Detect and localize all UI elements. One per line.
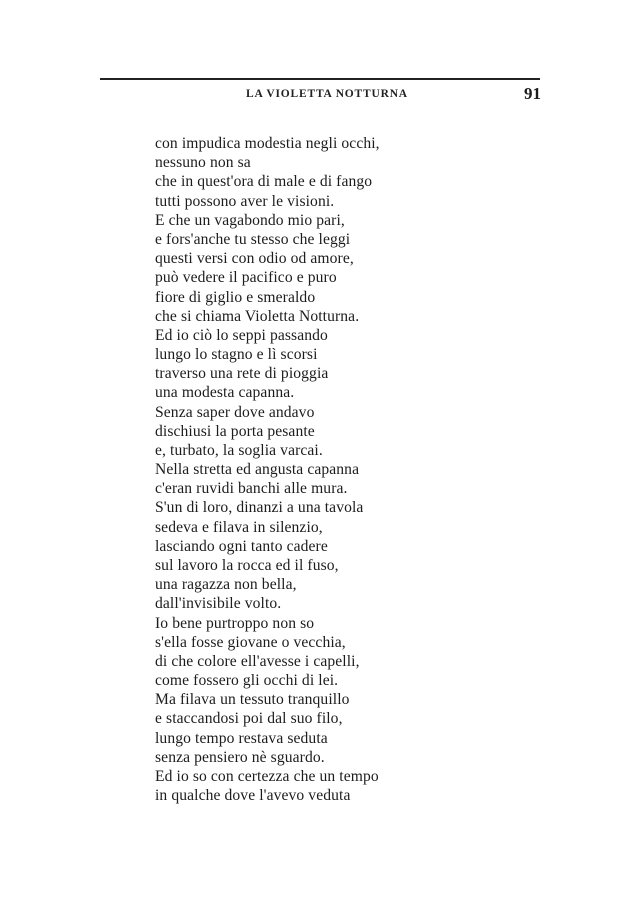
verse-line: fiore di giglio e smeraldo: [155, 288, 316, 306]
verse-line: questi versi con odio od amore,: [155, 250, 354, 268]
verse-line: e, turbato, la soglia varcai.: [155, 442, 323, 459]
verse-line: una ragazza non bella,: [155, 576, 297, 594]
verse-line: come fossero gli occhi di lei.: [155, 672, 339, 690]
verse-line: dischiusi la porta pesante: [155, 422, 315, 440]
verse-line: lungo lo stagno e lì scorsi: [155, 346, 318, 364]
verse-line: Io bene purtroppo non so: [155, 614, 315, 632]
verse-line: che si chiama Violetta Notturna.: [155, 307, 360, 325]
verse-line: può vedere il pacifico e puro: [155, 269, 337, 287]
verse-line: una modesta capanna.: [155, 384, 295, 402]
verse-line: s'ella fosse giovane o vecchia,: [155, 633, 346, 651]
page-number: 91: [524, 84, 541, 103]
verse-line: sul lavoro la rocca ed il fuso,: [155, 556, 339, 574]
verse-line: c'eran ruvidi banchi alle mura.: [155, 480, 348, 498]
verse-line: in qualche dove l'avevo veduta: [155, 787, 351, 805]
running-title: LA VIOLETTA NOTTURNA: [246, 88, 408, 100]
verse-line: con impudica modestia negli occhi,: [155, 135, 380, 152]
verse-line: e staccandosi poi dal suo filo,: [155, 710, 343, 728]
verse-line: nessuno non sa: [155, 154, 251, 172]
verse-line: traverso una rete di pioggia: [155, 365, 329, 383]
verse-line: Ed io ciò lo seppi passando: [155, 326, 328, 344]
verse-line: dall'invisibile volto.: [155, 595, 282, 613]
verse-line: tutti possono aver le visioni.: [155, 192, 335, 210]
verse-line: e fors'anche tu stesso che leggi: [155, 230, 351, 248]
verse-line: lungo tempo restava seduta: [155, 729, 328, 747]
verse-line: sedeva e filava in silenzio,: [155, 518, 323, 536]
poem-stanza-1: [155, 134, 380, 460]
verse-line: lasciando ogni tanto cadere: [155, 537, 328, 555]
poem-stanza-2: [155, 460, 379, 805]
verse-line: Ma filava un tessuto tranquillo: [155, 691, 350, 709]
verse-line: Nella stretta ed angusta capanna: [155, 461, 360, 478]
verse-line: S'un di loro, dinanzi a una tavola: [155, 499, 364, 517]
verse-line: Ed io so con certezza che un tempo: [155, 768, 379, 785]
verse-line: senza pensiero nè sguardo.: [155, 748, 325, 766]
header-rule: [100, 78, 540, 80]
verse-line: Senza saper dove andavo: [155, 403, 315, 421]
verse-line: di che colore ell'avesse i capelli,: [155, 652, 360, 670]
verse-line: che in quest'ora di male e di fango: [155, 173, 373, 191]
verse-line: E che un vagabondo mio pari,: [155, 211, 345, 229]
